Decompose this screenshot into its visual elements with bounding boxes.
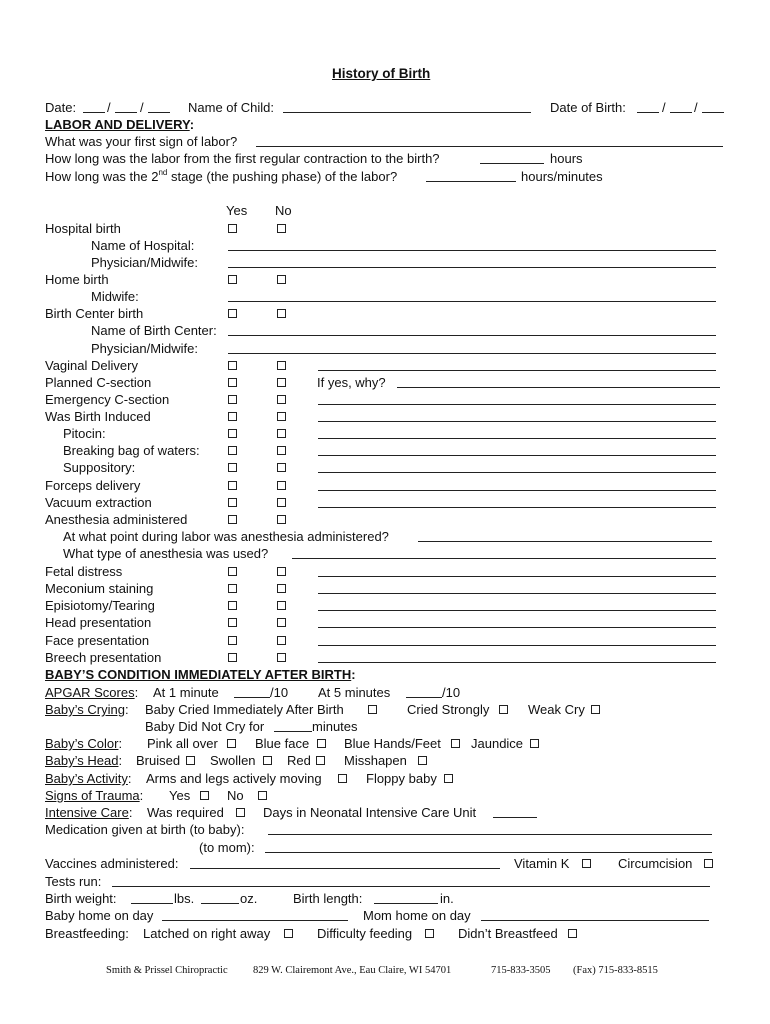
vaginal-delivery-label: Vaginal Delivery [45,358,138,373]
hospital-physician-field[interactable] [228,267,716,268]
did-not-cry-field[interactable] [274,731,312,732]
fetal-distress-no-checkbox[interactable] [277,567,286,576]
episiotomy-no-checkbox[interactable] [277,601,286,610]
hospital-birth-label: Hospital birth [45,221,121,236]
forceps-yes-checkbox[interactable] [228,481,237,490]
icu-required-checkbox[interactable] [236,808,245,817]
breech-no-checkbox[interactable] [277,653,286,662]
emergency-c-notes-field[interactable] [318,404,716,405]
labor-length-field[interactable] [480,163,544,164]
date-slash: / [140,100,144,115]
emergency-c-no-checkbox[interactable] [277,395,286,404]
vacuum-yes-checkbox[interactable] [228,498,237,507]
nicu-days-label: Days in Neonatal Intensive Care Unit [263,805,477,820]
second-stage-field[interactable] [426,181,516,182]
face-presentation-yes-checkbox[interactable] [228,636,237,645]
birth-length-field[interactable] [374,903,438,904]
planned-c-yes-checkbox[interactable] [228,378,237,387]
floppy-checkbox[interactable] [444,774,453,783]
forceps-notes-field[interactable] [318,490,716,491]
head-presentation-label: Head presentation [45,615,152,630]
dob-month-field[interactable] [637,112,659,113]
cried-immediately-checkbox[interactable] [368,705,377,714]
did-not-cry-minutes: minutes [312,719,358,734]
second-stage-question: How long was the 2nd stage (the pushing phase) of the labor? [45,168,398,184]
forceps-no-checkbox[interactable] [277,481,286,490]
home-birth-label: Home birth [45,272,109,287]
medication-mom-label: (to mom): [199,840,255,855]
trauma-yes-checkbox[interactable] [200,791,209,800]
child-name-field[interactable] [283,112,531,113]
hospital-birth-yes-checkbox[interactable] [228,224,237,233]
birth-center-physician-field[interactable] [228,353,716,354]
suppository-yes-checkbox[interactable] [228,463,237,472]
breaking-bag-no-checkbox[interactable] [277,446,286,455]
lbs-label: lbs. [174,891,195,906]
pink-label: Pink all over [147,736,218,751]
weak-cry-checkbox[interactable] [591,705,600,714]
first-sign-field[interactable] [256,146,723,147]
vaccines-label: Vaccines administered: [45,856,179,871]
cried-strongly-checkbox[interactable] [499,705,508,714]
crying-row-label: Baby’s Crying: [45,702,129,717]
no-column-header: No [275,203,292,218]
cried-immediately-label: Baby Cried Immediately After Birth [145,702,344,717]
induced-yes-checkbox[interactable] [228,412,237,421]
apgar-5-field[interactable] [406,697,442,698]
trauma-yes-label: Yes [169,788,191,803]
baby-home-label: Baby home on day [45,908,154,923]
swollen-label: Swollen [210,753,256,768]
arms-legs-label: Arms and legs actively moving [146,771,322,786]
yes-column-header: Yes [226,203,248,218]
home-midwife-label: Midwife: [91,289,139,304]
birth-weight-lbs-field[interactable] [131,903,173,904]
blue-face-label: Blue face [255,736,310,751]
apgar-row: APGAR Scores: [45,685,139,700]
footer-address: 829 W. Clairemont Ave., Eau Claire, WI 54701 [253,965,452,976]
footer-practice: Smith & Prissel Chiropractic [106,965,228,976]
birth-center-name-field[interactable] [228,335,716,336]
floppy-label: Floppy baby [366,771,437,786]
tests-run-field[interactable] [112,886,710,887]
date-year-field[interactable] [148,112,170,113]
anesthesia-type-question: What type of anesthesia was used? [63,546,269,561]
birth-weight-label: Birth weight: [45,891,117,906]
face-presentation-notes-field[interactable] [318,645,716,646]
misshapen-label: Misshapen [344,753,407,768]
meconium-notes-field[interactable] [318,593,716,594]
anesthesia-yes-checkbox[interactable] [228,515,237,524]
anesthesia-when-field[interactable] [418,541,712,542]
did-not-cry-label: Baby Did Not Cry for [145,719,265,734]
trauma-no-checkbox[interactable] [258,791,267,800]
birth-center-name-label: Name of Birth Center: [91,323,217,338]
breaking-bag-label: Breaking bag of waters: [63,443,200,458]
meconium-yes-checkbox[interactable] [228,584,237,593]
home-birth-yes-checkbox[interactable] [228,275,237,284]
breaking-bag-notes-field[interactable] [318,455,716,456]
pitocin-notes-field[interactable] [318,438,716,439]
dob-slash: / [662,100,666,115]
pitocin-no-checkbox[interactable] [277,429,286,438]
red-label: Red [287,753,311,768]
vaginal-notes-field[interactable] [318,370,716,371]
home-midwife-field[interactable] [228,301,716,302]
footer-phone: 715-833-3505 [491,965,551,976]
suppository-label: Suppository: [63,460,136,475]
birth-center-no-checkbox[interactable] [277,309,286,318]
birth-center-physician-label: Physician/Midwife: [91,341,198,356]
color-row-label: Baby’s Color: [45,736,123,751]
dob-label: Date of Birth: [550,100,626,115]
induced-notes-field[interactable] [318,421,716,422]
latched-checkbox[interactable] [284,929,293,938]
mom-home-field[interactable] [481,920,709,921]
in-label: in. [440,891,454,906]
planned-c-section-label: Planned C-section [45,375,152,390]
dob-slash: / [694,100,698,115]
bruised-label: Bruised [136,753,181,768]
dob-year-field[interactable] [702,112,724,113]
date-day-field[interactable] [115,112,137,113]
hospital-physician-label: Physician/Midwife: [91,255,198,270]
difficulty-feeding-label: Difficulty feeding [317,926,413,941]
weak-cry-label: Weak Cry [528,702,585,717]
emergency-c-yes-checkbox[interactable] [228,395,237,404]
birth-induced-label: Was Birth Induced [45,409,151,424]
episiotomy-notes-field[interactable] [318,610,716,611]
icu-required-label: Was required [147,805,224,820]
breaking-bag-yes-checkbox[interactable] [228,446,237,455]
vacuum-label: Vacuum extraction [45,495,152,510]
swollen-checkbox[interactable] [263,756,272,765]
first-sign-question: What was your first sign of labor? [45,134,238,149]
baby-condition-heading: BABY’S CONDITION IMMEDIATELY AFTER BIRTH: [45,667,356,682]
if-yes-why-field[interactable] [397,387,720,388]
anesthesia-label: Anesthesia administered [45,512,188,527]
vaginal-no-checkbox[interactable] [277,361,286,370]
arms-legs-checkbox[interactable] [338,774,347,783]
tests-run-label: Tests run: [45,874,102,889]
didnt-breastfeed-label: Didn’t Breastfeed [458,926,558,941]
trauma-no-label: No [227,788,244,803]
breech-notes-field[interactable] [318,662,716,663]
birth-center-yes-checkbox[interactable] [228,309,237,318]
oz-label: oz. [240,891,258,906]
trauma-row-label: Signs of Trauma: [45,788,144,803]
labor-heading: LABOR AND DELIVERY: [45,117,195,132]
birth-length-label: Birth length: [293,891,363,906]
head-presentation-notes-field[interactable] [318,627,716,628]
vaccines-field[interactable] [190,868,500,869]
apgar-1-field[interactable] [234,697,270,698]
fetal-distress-label: Fetal distress [45,564,123,579]
child-name-label: Name of Child: [188,100,274,115]
pink-checkbox[interactable] [227,739,236,748]
vacuum-notes-field[interactable] [318,507,716,508]
birth-center-label: Birth Center birth [45,306,144,321]
latched-label: Latched on right away [143,926,271,941]
apgar-1-out-of: /10 [270,685,289,700]
home-birth-no-checkbox[interactable] [277,275,286,284]
pitocin-yes-checkbox[interactable] [228,429,237,438]
anesthesia-type-field[interactable] [292,558,716,559]
hours-label: hours [550,151,583,166]
induced-no-checkbox[interactable] [277,412,286,421]
episiotomy-yes-checkbox[interactable] [228,601,237,610]
baby-home-field[interactable] [162,920,348,921]
apgar-5-label: At 5 minutes [318,685,391,700]
fetal-distress-notes-field[interactable] [318,576,716,577]
suppository-notes-field[interactable] [318,472,716,473]
icu-row-label: Intensive Care: [45,805,133,820]
nicu-days-field[interactable] [493,817,537,818]
anesthesia-no-checkbox[interactable] [277,515,286,524]
if-yes-why-label: If yes, why? [317,375,386,390]
meconium-no-checkbox[interactable] [277,584,286,593]
footer-fax: (Fax) 715-833-8515 [573,965,658,976]
cried-strongly-label: Cried Strongly [407,702,490,717]
medication-baby-label: Medication given at birth (to baby): [45,822,245,837]
jaundice-label: Jaundice [471,736,524,751]
jaundice-checkbox[interactable] [530,739,539,748]
episiotomy-label: Episiotomy/Tearing [45,598,155,613]
emergency-c-section-label: Emergency C-section [45,392,170,407]
date-slash: / [107,100,111,115]
vacuum-no-checkbox[interactable] [277,498,286,507]
fetal-distress-yes-checkbox[interactable] [228,567,237,576]
anesthesia-when-question: At what point during labor was anesthesia administered? [63,529,389,544]
blue-hands-label: Blue Hands/Feet [344,736,441,751]
head-presentation-yes-checkbox[interactable] [228,618,237,627]
pitocin-label: Pitocin: [63,426,106,441]
date-month-field[interactable] [83,112,105,113]
circumcision-label: Circumcision [618,856,693,871]
page-title: History of Birth [332,66,431,81]
hours-minutes-label: hours/minutes [521,169,603,184]
dob-day-field[interactable] [670,112,692,113]
suppository-no-checkbox[interactable] [277,463,286,472]
breech-yes-checkbox[interactable] [228,653,237,662]
apgar-5-out-of: /10 [442,685,461,700]
vitamin-k-label: Vitamin K [514,856,570,871]
vaginal-yes-checkbox[interactable] [228,361,237,370]
activity-row-label: Baby’s Activity: [45,771,132,786]
date-label: Date: [45,100,77,115]
face-presentation-label: Face presentation [45,633,150,648]
hospital-birth-no-checkbox[interactable] [277,224,286,233]
vitamin-k-checkbox[interactable] [582,859,591,868]
medication-mom-field[interactable] [265,852,712,853]
face-presentation-no-checkbox[interactable] [277,636,286,645]
labor-length-question: How long was the labor from the first regular contraction to the birth? [45,151,440,166]
meconium-label: Meconium staining [45,581,154,596]
head-presentation-no-checkbox[interactable] [277,618,286,627]
mom-home-label: Mom home on day [363,908,471,923]
circumcision-checkbox[interactable] [704,859,713,868]
difficulty-feeding-checkbox[interactable] [425,929,434,938]
head-row-label: Baby’s Head: [45,753,123,768]
hospital-name-label: Name of Hospital: [91,238,195,253]
birth-weight-oz-field[interactable] [201,903,239,904]
breastfeeding-label: Breastfeeding: [45,926,129,941]
misshapen-checkbox[interactable] [418,756,427,765]
apgar-1-label: At 1 minute [153,685,219,700]
medication-baby-field[interactable] [268,834,712,835]
blue-hands-checkbox[interactable] [451,739,460,748]
planned-c-no-checkbox[interactable] [277,378,286,387]
breech-label: Breech presentation [45,650,162,665]
bruised-checkbox[interactable] [186,756,195,765]
didnt-breastfeed-checkbox[interactable] [568,929,577,938]
blue-face-checkbox[interactable] [317,739,326,748]
red-checkbox[interactable] [316,756,325,765]
hospital-name-field[interactable] [228,250,716,251]
forceps-label: Forceps delivery [45,478,141,493]
